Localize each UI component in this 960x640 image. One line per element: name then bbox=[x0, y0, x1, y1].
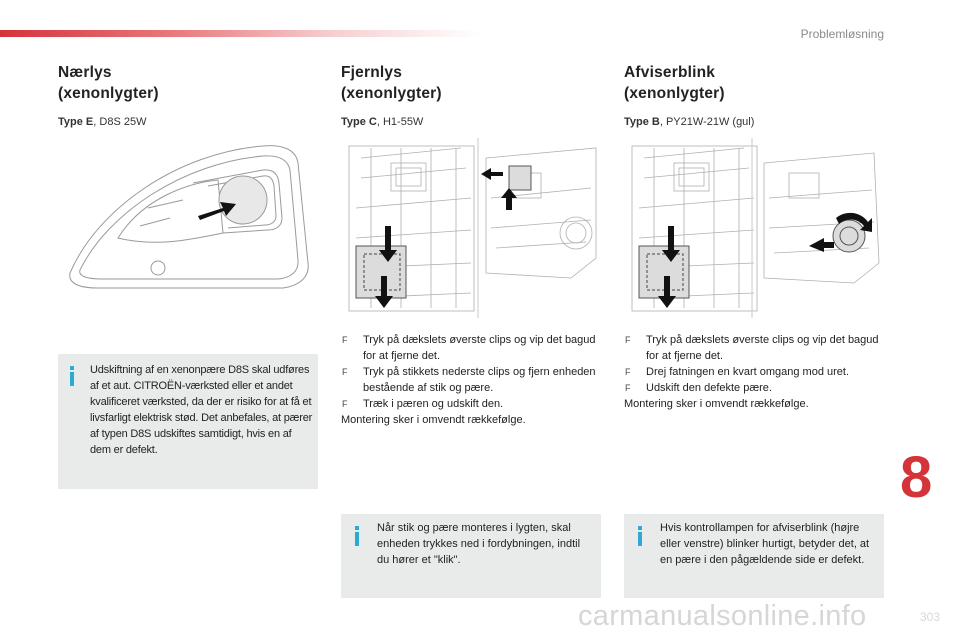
bullet-icon: F bbox=[625, 367, 631, 377]
info-text: Når stik og pære monteres i lygten, skal enheden trykkes ned i fordybningen, indtil du hører et "klik". bbox=[377, 522, 581, 566]
column-low-beam bbox=[58, 62, 320, 128]
bullet-icon: F bbox=[625, 335, 631, 345]
bullet-icon: F bbox=[342, 335, 348, 345]
step-item: F Drej fatningen en kvart omgang mod uret. bbox=[625, 366, 850, 378]
bullet-icon: F bbox=[342, 367, 348, 377]
column-title: Nærlys (xenonlygter) bbox=[58, 64, 159, 102]
header-accent-bar bbox=[0, 30, 480, 37]
bullet-icon: F bbox=[625, 383, 631, 393]
step-item: F Tryk på dækslets øverste clips og vip det bagud for at fjerne det. bbox=[625, 334, 879, 362]
steps-footer: Montering sker i omvendt rækkefølge. bbox=[341, 414, 526, 426]
column-high-beam bbox=[341, 62, 603, 128]
step-item: F Udskift den defekte pære. bbox=[625, 382, 772, 394]
info-box-indicator-warning bbox=[624, 514, 884, 598]
page-number: 303 bbox=[919, 610, 940, 624]
section-header: Problemløsning bbox=[800, 27, 884, 41]
info-icon bbox=[638, 532, 642, 546]
headlamp-illustration bbox=[58, 138, 318, 318]
steps-indicator bbox=[624, 332, 886, 412]
indicator-illustration bbox=[624, 138, 886, 318]
bulb-type: Type C, H1-55W bbox=[341, 116, 424, 128]
bullet-icon: F bbox=[342, 399, 348, 409]
chapter-number: 8 bbox=[900, 445, 933, 510]
steps-footer: Montering sker i omvendt rækkefølge. bbox=[624, 398, 809, 410]
info-icon bbox=[355, 532, 359, 546]
column-title: Afviserblink (xenonlygter) bbox=[624, 64, 725, 102]
high-beam-illustration bbox=[341, 138, 603, 318]
step-item: F Tryk på dækslets øverste clips og vip det bagud for at fjerne det. bbox=[342, 334, 596, 362]
watermark: carmanualsonline.info bbox=[578, 600, 867, 632]
info-icon bbox=[70, 372, 74, 386]
bulb-type: Type E, D8S 25W bbox=[58, 116, 147, 128]
info-text: Udskiftning af en xenonpære D8S skal udføres af et aut. CITROËN-værksted eller et andet kvalificeret værksted, da der er risiko for at få et livsfarligt elektrisk stød. Det anbefales, at pærer af typen D8S udskiftes samtidigt, hvis en af dem er defekt. bbox=[90, 364, 313, 456]
column-title: Fjernlys (xenonlygter) bbox=[341, 64, 442, 102]
steps-high-beam bbox=[341, 332, 603, 428]
info-box-click bbox=[341, 514, 601, 598]
step-item: F Træk i pæren og udskift den. bbox=[342, 398, 504, 410]
bulb-type: Type B, PY21W-21W (gul) bbox=[624, 116, 755, 128]
column-indicator bbox=[624, 62, 886, 128]
step-item: F Tryk på stikkets nederste clips og fjern enheden bestående af stik og pære. bbox=[342, 366, 596, 394]
info-text: Hvis kontrollampen for afviserblink (højre eller venstre) blinker hurtigt, betyder det, at en pære i den pågældende side er defekt. bbox=[660, 522, 870, 566]
info-box-xenon-warning bbox=[58, 354, 318, 489]
